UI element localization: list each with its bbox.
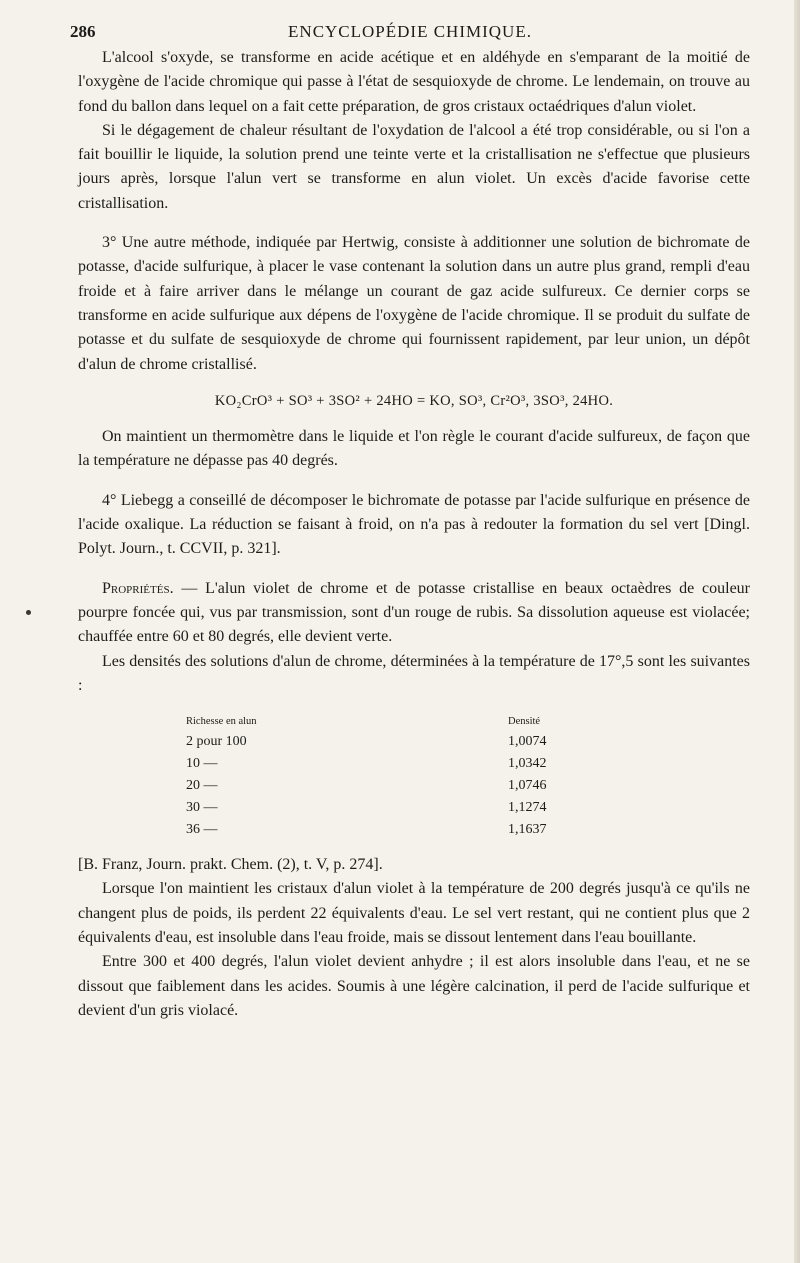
table-cell-densite: 1,0074 <box>508 734 547 750</box>
table-cell-richesse: 30 — <box>186 800 218 816</box>
table-cell-densite: 1,0342 <box>508 756 547 772</box>
citation: [B. Franz, Journ. prakt. Chem. (2), t. V, p. 274]. <box>78 856 383 874</box>
margin-mark <box>26 610 31 615</box>
table-row <box>78 796 750 816</box>
table-row <box>78 752 750 772</box>
paragraph-7: Les densités des solutions d'alun de chrome, déterminées à la température de 17°,5 sont les suivantes : <box>78 652 750 694</box>
table-row <box>78 774 750 794</box>
table-cell-richesse: 10 — <box>186 756 218 772</box>
page-body <box>78 46 750 1023</box>
density-table <box>78 710 750 845</box>
table-row <box>78 730 750 750</box>
table-cell-densite: 1,0746 <box>508 778 547 794</box>
paragraph-10: Entre 300 et 400 degrés, l'alun violet devient anhydre ; il est alors insoluble dans l'eau, et ne se dissout que faiblement dans les acides. Soumis à une légère calcination, il perd de l'acide sulfurique et devient d'un gris violacé. <box>78 953 750 1019</box>
paragraph-9: Lorsque l'on maintient les cristaux d'alun violet à la température de 200 degrés jusqu'à ce qu'ils ne changent plus de poids, ils perdent 22 équivalents d'eau. Le sel vert restant, qui ne contient plus que 2 équivalents d'eau, est insoluble dans l'eau froide, mais se dissout lentement dans l'eau bouillante. <box>78 880 750 947</box>
table-header-densite: Densité <box>508 716 541 728</box>
table-cell-richesse: 2 pour 100 <box>186 734 247 750</box>
page-number: 286 <box>70 22 96 41</box>
paragraph-3: 3° Une autre méthode, indiquée par Hertwig, consiste à additionner une solution de bichromate de potasse, d'acide sulfurique, à placer le vase contenant la solution dans un autre plus grand, rempli d'eau froide et à faire arriver dans le mélange un courant de gaz acide sulfureux. Ce dernier corps se transforme en acide sulfurique aux dépens de l'oxygène de l'acide chromique. Il se produit du sulfate de potasse et du sulfate de sesquioxyde de chrome qui fournissent rapidement, par leur union, un dépôt d'alun de chrome cristallisé. <box>78 234 750 373</box>
table-cell-densite: 1,1274 <box>508 800 547 816</box>
paragraph-5: 4° Liebegg a conseillé de décomposer le bichromate de potasse par l'acide sulfurique en présence de l'acide oxalique. La réduction se faisant à froid, on n'a pas à redouter la formation du sel vert [Dingl. Polyt. Journ., t. CCVII, p. 321]. <box>78 491 750 558</box>
table-header-richesse: Richesse en alun <box>186 716 257 728</box>
table-cell-richesse: 20 — <box>186 778 218 794</box>
section-text: — L'alun violet de chrome et de potasse cristallise en beaux octaèdres de couleur pourpre foncée qui, vus par transmission, sont d'un rouge de rubis. Sa dissolution aqueuse est violacée; chauffée entre 60 et 80 degrés, elle devient verte. <box>78 579 750 646</box>
paragraph-2: Si le dégagement de chaleur résultant de l'oxydation de l'alcool a été trop considérable, ou si l'on a fait bouillir le liquide, la solution prend une teinte verte et la cristallisation ne s'effectue que plusieurs jours après, lorsque l'alun vert se transforme en alun violet. Un excès d'acide favorise cette cristallisation. <box>78 121 750 212</box>
page-header <box>70 18 750 46</box>
section-lead: Propriétés. <box>102 579 174 597</box>
table-row <box>78 818 750 838</box>
chemical-equation: KO₂CrO³ + SO³ + 3SO² + 24HO = KO, SO³, Cr²O³, 3SO³, 24HO. <box>214 392 614 409</box>
page-edge <box>794 0 800 1263</box>
table-cell-richesse: 36 — <box>186 822 218 838</box>
running-title: ENCYCLOPÉDIE CHIMIQUE. <box>288 22 532 41</box>
paragraph-proprietes <box>78 577 750 650</box>
paragraph-1: L'alcool s'oxyde, se transforme en acide acétique et en aldéhyde en s'emparant de la moitié de l'oxygène de l'acide chromique qui passe à l'état de sesquioxyde de chrome. Le lendemain, on trouve au fond du ballon dans lequel on a fait cette préparation, de gros cristaux octaédriques d'alun violet. <box>78 49 750 115</box>
table-cell-densite: 1,1637 <box>508 822 547 838</box>
paragraph-4: On maintient un thermomètre dans le liquide et l'on règle le courant d'acide sulfureux, de façon que la température ne dépasse pas 40 degrés. <box>78 428 750 470</box>
